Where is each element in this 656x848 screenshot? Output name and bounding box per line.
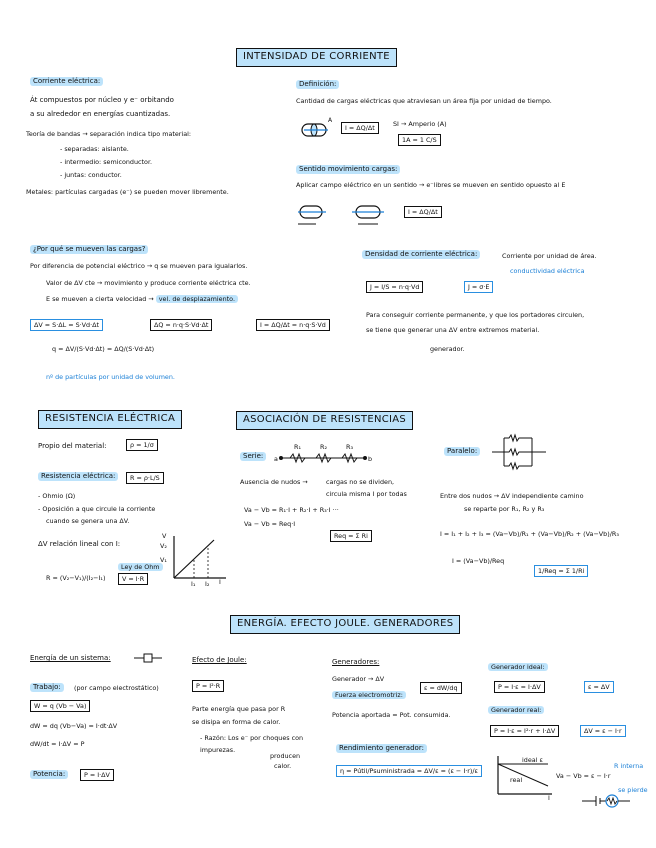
n-note: nº de partículas por unidad de volumen. xyxy=(46,373,175,381)
formula-J: J = I/S = n·q·Vd xyxy=(366,281,423,293)
formula-dWdt: dW/dt = I·ΔV = P xyxy=(30,740,85,748)
parallel-circuit xyxy=(492,432,548,472)
joule-2: se disipa en forma de calor. xyxy=(192,718,281,726)
porque-line-2: Valor de ΔV cte → movimiento y produce corriente eléctrica cte. xyxy=(46,279,251,287)
serie-a: a xyxy=(274,455,278,463)
formula-req-paralelo: 1/Req = Σ 1/Ri xyxy=(534,565,588,577)
formula-real: P = I·ε = I²·r + I·ΔV xyxy=(490,725,559,737)
oposicion-1: - Oposición a que circule la corriente xyxy=(38,505,156,513)
graph-se-pierde: se pierde xyxy=(618,786,648,794)
densidad-text: Corriente por unidad de área. xyxy=(502,252,597,260)
title-resistencia: RESISTENCIA ELÉCTRICA xyxy=(38,410,182,429)
banda-1: - separadas: aislante. xyxy=(60,145,129,153)
graph-real: real xyxy=(510,776,523,784)
conseguir-1: Para conseguir corriente permanente, y que los portadores circulen, xyxy=(366,311,585,319)
propio-label: Propio del material: xyxy=(38,442,107,450)
title-energia: ENERGÍA. EFECTO JOULE. GENERADORES xyxy=(230,615,460,634)
trabajo-note: (por campo electrostático) xyxy=(74,684,159,692)
formula-ideal-r: ε = ΔV xyxy=(584,681,614,693)
paralelo-1: Entre dos nudos → ΔV independiente camino xyxy=(440,492,584,500)
bandas-text: Teoría de bandas → separación indica tipo material: xyxy=(26,130,192,138)
graph-eq: Va − Vb = ε − I·r xyxy=(556,772,611,780)
axis-i1: I₁ xyxy=(191,580,196,588)
formula-req-serie: Req = Σ Ri xyxy=(330,530,372,542)
banda-3: - juntas: conductor. xyxy=(60,171,122,179)
formula-I: I = ΔQ/Δt xyxy=(341,122,379,134)
joule-6: calor. xyxy=(274,762,292,770)
ausencia-1: Ausencia de nudos → xyxy=(240,478,308,486)
joule-3: - Razón: Los e⁻ por choques con xyxy=(200,734,304,742)
generadores-heading: Generadores: xyxy=(332,658,380,666)
title-intensidad: INTENSIDAD DE CORRIENTE xyxy=(236,48,397,67)
conductividad-note: conductividad eléctrica xyxy=(510,267,585,275)
formula-R-slope: R = (V₂−V₁)/(I₂−I₁) xyxy=(46,574,106,582)
graph-ideal: ideal ε xyxy=(522,756,543,764)
resistencia-heading: Resistencia eléctrica: xyxy=(38,472,118,481)
formula-rendimiento: η = Pútil/Psuministrada = ΔV/ε = (ε − I·r)/ε xyxy=(336,765,482,777)
system-icon xyxy=(134,652,164,664)
axis-v: V xyxy=(162,532,167,540)
serie-eq-2: Va − Vb = Req·I xyxy=(244,520,296,528)
sentido-text: Aplicar campo eléctrico en un sentido → e⁻libres se mueven en sentido opuesto al E xyxy=(296,181,566,189)
formula-dW: dW = dq (Vb−Va) = I·dt·ΔV xyxy=(30,722,118,730)
banda-2: - intermedio: semiconductor. xyxy=(60,158,153,166)
corriente-heading: Corriente eléctrica: xyxy=(30,77,103,86)
si-box: 1A = 1 C/S xyxy=(398,134,441,146)
vel-desplazamiento: vel. de desplazamiento. xyxy=(156,295,238,303)
formula-ideal: P = I·ε = I·ΔV xyxy=(494,681,545,693)
formula-joule: P = I²·R xyxy=(192,680,224,692)
axis-v2: V₂ xyxy=(160,542,167,550)
formula-R: R = ρ·L/S xyxy=(126,472,164,484)
generador-dv: Generador → ΔV xyxy=(332,675,385,683)
serie-label: Serie: xyxy=(240,452,266,461)
joule-4: impurezas. xyxy=(200,746,236,754)
sentido-heading: Sentido movimiento cargas: xyxy=(296,165,400,174)
oposicion-2: cuando se genera una ΔV. xyxy=(46,517,130,525)
paralelo-2: se reparte por R₁, R₂ y R₃ xyxy=(464,505,545,513)
formula-real-r: ΔV = ε − I·r xyxy=(580,725,626,737)
formula-dV: ΔV = S·ΔL = S·Vd·Δt xyxy=(30,319,103,331)
formula-I-nqsv: I = ΔQ/Δt = n·q·S·Vd xyxy=(256,319,330,331)
formula-rho: ρ = 1/σ xyxy=(126,439,158,451)
metales-text: Metales: partículas cargadas (e⁻) se pueden mover libremente. xyxy=(26,188,229,196)
formula-P: P = I·ΔV xyxy=(80,769,114,781)
fem-heading: Fuerza electromotriz: xyxy=(332,691,406,699)
wire-diagram-2 xyxy=(296,200,332,228)
porque-heading: ¿Por qué se mueven las cargas? xyxy=(30,245,148,254)
serie-b: b xyxy=(368,455,373,463)
formula-dQ: ΔQ = n·q·S·Vd·Δt xyxy=(150,319,212,331)
serie-r1: R₁ xyxy=(294,443,302,451)
conseguir-2: se tiene que generar una ΔV entre extremos material. xyxy=(366,326,540,334)
paralelo-label: Paralelo: xyxy=(444,447,480,456)
wire-diagram-1 xyxy=(298,116,338,144)
serie-eq-1: Va − Vb = R₁·I + R₂·I + R₃·I ··· xyxy=(244,506,339,514)
joule-5: producen xyxy=(270,752,301,760)
ohmio: - Ohmio (Ω) xyxy=(38,492,76,500)
paralelo-4: I = (Va−Vb)/Req xyxy=(452,557,505,565)
lineal-text: ΔV relación lineal con I: xyxy=(38,540,121,548)
rendimiento-heading: Rendimiento generador: xyxy=(336,744,427,753)
formula-I-2: I = ΔQ/Δt xyxy=(404,206,442,218)
ideal-heading: Generador ideal: xyxy=(488,663,548,671)
trabajo-heading: Trabajo: xyxy=(30,683,64,692)
atom-line-1: Át compuestos por núcleo y e⁻ orbitando xyxy=(30,96,174,104)
si-unit: SI → Amperio (A) xyxy=(393,120,447,128)
svg-text:A: A xyxy=(328,117,333,124)
axis-v1: V₁ xyxy=(160,556,167,564)
formula-fem: ε = dW/dq xyxy=(420,682,462,694)
definicion-heading: Definición: xyxy=(296,80,339,89)
densidad-heading: Densidad de corriente eléctrica: xyxy=(362,250,480,259)
formula-W: W = q (Vb − Va) xyxy=(30,700,90,712)
title-asociacion: ASOCIACIÓN DE RESISTENCIAS xyxy=(236,411,413,430)
ley-ohm: Ley de Ohm xyxy=(118,563,163,571)
joule-heading: Efecto de Joule: xyxy=(192,656,247,664)
ausencia-3: circula misma I por todas xyxy=(326,490,407,498)
graph-r-interna: R interna xyxy=(614,762,644,770)
battery-icon xyxy=(582,794,632,808)
generador-note: generador. xyxy=(430,345,465,353)
graph-i: I xyxy=(548,794,550,802)
porque-line-1: Por diferencia de potencial eléctrico → q se mueven para igualarlos. xyxy=(30,262,248,270)
formula-J-sigma: J = σ·E xyxy=(464,281,493,293)
energia-heading: Energía de un sistema: xyxy=(30,654,111,662)
wire-diagram-3 xyxy=(350,198,390,228)
atom-line-2: a su alrededor en energías cuantizadas. xyxy=(30,110,171,118)
potencia-heading: Potencia: xyxy=(30,770,68,779)
real-heading: Generador real: xyxy=(488,706,544,714)
porque-line-3 xyxy=(46,295,238,303)
definicion-text: Cantidad de cargas eléctricas que atraviesan un área fija por unidad de tiempo. xyxy=(296,97,552,105)
ohm-graph xyxy=(168,534,228,584)
formula-q: q = ΔV/(S·Vd·Δt) = ΔQ/(S·Vd·Δt) xyxy=(52,345,155,353)
formula-VIR: V = I·R xyxy=(118,573,148,585)
serie-r3: R₃ xyxy=(346,443,354,451)
axis-i2: I₂ xyxy=(205,580,210,588)
potencia-aportada: Potencia aportada = Pot. consumida. xyxy=(332,711,451,719)
paralelo-3: I = I₁ + I₂ + I₃ = (Va−Vb)/R₁ + (Va−Vb)/R₂ + (Va−Vb)/R₃ xyxy=(440,530,619,538)
axis-i: I xyxy=(219,578,221,586)
ausencia-2: cargas no se dividen, xyxy=(326,478,395,486)
joule-1: Parte energía que pasa por R xyxy=(192,705,286,713)
porque-line-3-text: E se mueven a cierta velocidad → xyxy=(46,295,154,303)
serie-r2: R₂ xyxy=(320,443,328,451)
